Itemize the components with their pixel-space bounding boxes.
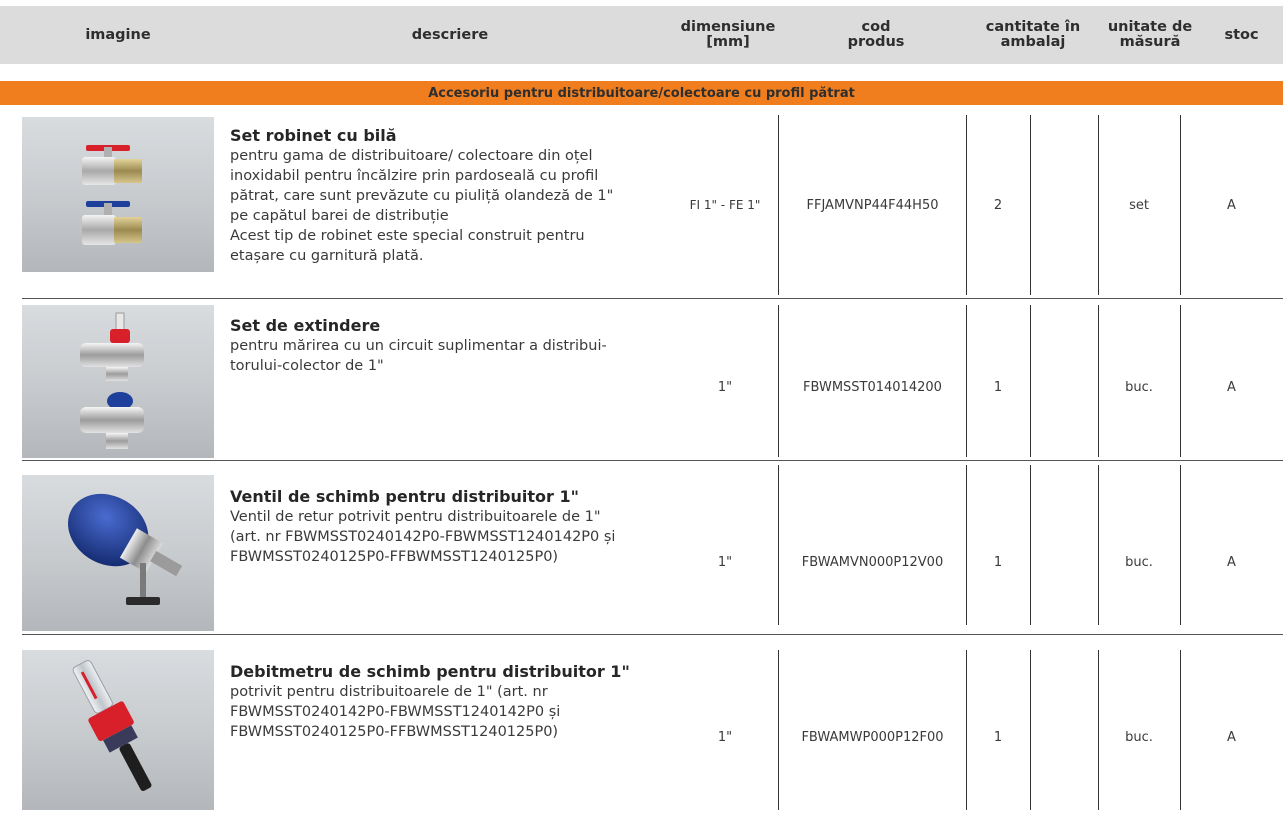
cell-stock: A — [1227, 198, 1236, 213]
cell-dimension: FI 1" - FE 1" — [689, 198, 761, 212]
cell-quantity: 2 — [993, 198, 1003, 213]
header-image: imagine — [85, 26, 151, 43]
cell-stock: A — [1227, 380, 1236, 395]
cell-code: FBWAMWP000P12F00 — [801, 730, 944, 745]
cell-quantity: 1 — [993, 730, 1003, 745]
table-header — [0, 6, 1283, 64]
product-body: Ventil de retur potrivit pentru distribuitoarele de 1" (art. nr FBWMSST0240142P0-FBWMSST1240142P0 și FBWMSST0240125P0-FFBWMSST1240125P0) — [230, 509, 616, 565]
product-title: Set de extindere — [230, 316, 381, 335]
extension-set-image — [22, 305, 214, 458]
replacement-valve-image — [22, 475, 214, 631]
column-divider — [1030, 465, 1031, 625]
header-description: descriere — [411, 26, 489, 43]
cell-dimension: 1" — [717, 730, 733, 745]
cell-unit: buc. — [1125, 555, 1153, 570]
cell-dimension: 1" — [717, 380, 733, 395]
cell-quantity: 1 — [993, 380, 1003, 395]
row-description — [230, 126, 670, 266]
cell-code: FFJAMVNP44F44H50 — [806, 198, 939, 213]
row-description — [230, 487, 670, 567]
product-body: pentru mărirea cu un circuit suplimentar a distribui- torului-colector de 1" — [230, 338, 607, 374]
header-unit: unitate de măsură — [1107, 19, 1193, 50]
column-divider — [1030, 115, 1031, 295]
cell-unit: buc. — [1125, 380, 1153, 395]
product-title: Set robinet cu bilă — [230, 126, 397, 145]
section-title: Accesoriu pentru distribuitoare/colectoare cu profil pătrat — [0, 81, 1283, 105]
row-divider — [22, 298, 1283, 299]
cell-stock: A — [1227, 555, 1236, 570]
column-divider — [1030, 650, 1031, 810]
header-quantity: cantitate în ambalaj — [985, 19, 1081, 50]
row-description — [230, 662, 670, 742]
cell-stock: A — [1227, 730, 1236, 745]
column-divider — [966, 465, 967, 625]
product-body: potrivit pentru distribuitoarele de 1" (art. nr FBWMSST0240142P0-FBWMSST1240142P0 și FBWMSST0240125P0-FFBWMSST1240125P0) — [230, 684, 561, 740]
header-dimension: dimensiune [mm] — [680, 19, 776, 50]
row-divider — [22, 460, 1283, 461]
ball-valve-set-image — [22, 117, 214, 272]
cell-unit: set — [1129, 198, 1149, 213]
product-title: Debitmetru de schimb pentru distribuitor 1" — [230, 662, 630, 681]
column-divider — [778, 465, 779, 625]
cell-unit: buc. — [1125, 730, 1153, 745]
column-divider — [1030, 305, 1031, 457]
product-title: Ventil de schimb pentru distribuitor 1" — [230, 487, 579, 506]
flow-meter-image — [22, 650, 214, 810]
row-divider — [22, 634, 1283, 635]
cell-code: FBWAMVN000P12V00 — [801, 555, 944, 570]
cell-quantity: 1 — [993, 555, 1003, 570]
product-body: pentru gama de distribuitoare/ colectoare din oțel inoxidabil pentru încălzire prin pardoseală cu profil pătrat, care sunt prevăzute cu piuliță olandeză de 1" pe capătul barei de distribuție Acest tip de robinet este special construit pentru etașare cu garnitură plată. — [230, 148, 614, 264]
cell-dimension: 1" — [717, 555, 733, 570]
column-divider — [1180, 465, 1181, 625]
cell-code: FBWMSST014014200 — [803, 380, 942, 395]
column-divider — [1098, 465, 1099, 625]
row-description — [230, 316, 670, 376]
header-code: cod produs — [847, 19, 905, 50]
header-stock: stoc — [1224, 26, 1259, 43]
